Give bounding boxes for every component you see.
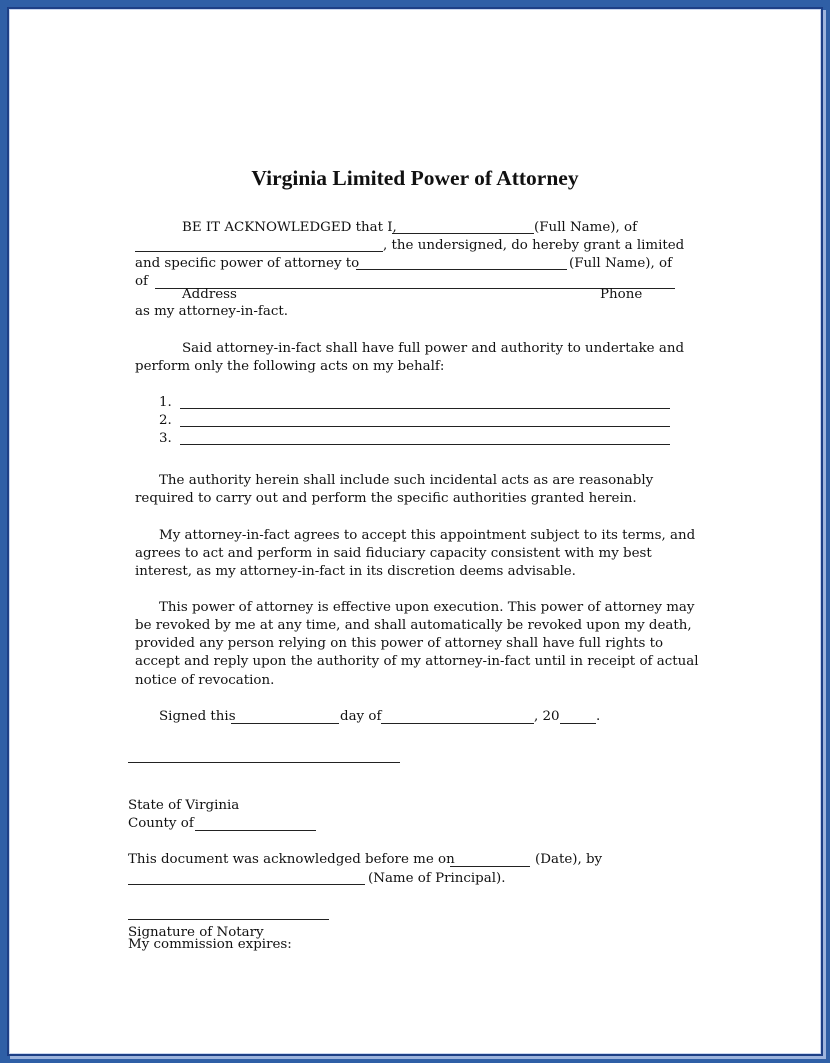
attorney-name-blank[interactable] xyxy=(356,269,567,270)
ack-line3-text: and specific power of attorney to xyxy=(135,256,360,271)
effective-line-3: provided any person relying on this power of attorney shall have full rights to xyxy=(135,636,664,651)
principal-signature-line[interactable] xyxy=(128,762,400,763)
ack-date-label: (Date), by xyxy=(535,852,603,867)
county-label: County of xyxy=(128,816,194,831)
signed-period: . xyxy=(596,709,601,724)
item-number-3: 3. xyxy=(159,431,172,446)
address-blank-1[interactable] xyxy=(135,251,383,252)
item-number-1: 1. xyxy=(159,395,172,410)
signed-day-blank[interactable] xyxy=(231,723,339,724)
address-label: Address xyxy=(182,287,237,302)
agreement-line-3: interest, as my attorney-in-fact in its discretion deems advisable. xyxy=(135,564,576,579)
state-label: State of Virginia xyxy=(128,798,240,813)
signed-month-blank[interactable] xyxy=(381,723,534,724)
notary-signature-label: Signature of Notary xyxy=(128,925,264,940)
signed-this-label: Signed this xyxy=(159,709,236,724)
ack-line2-text: , the undersigned, do hereby grant a limited xyxy=(383,238,685,253)
ack-lead: BE IT ACKNOWLEDGED that I, xyxy=(182,220,397,235)
notary-ack-text: This document was acknowledged before me on xyxy=(128,852,455,867)
effective-line-4: accept and reply upon the authority of my attorney-in-fact until in receipt of actual xyxy=(135,654,699,669)
full-name-label-2: (Full Name), of xyxy=(569,256,673,271)
county-blank[interactable] xyxy=(195,830,316,831)
document-title: Virginia Limited Power of Attorney xyxy=(251,166,579,190)
phone-label: Phone xyxy=(600,287,643,302)
full-name-label-1: (Full Name), of xyxy=(534,220,638,235)
ack-date-blank[interactable] xyxy=(450,866,530,867)
item-number-2: 2. xyxy=(159,413,172,428)
signed-year-blank[interactable] xyxy=(560,723,596,724)
effective-line-5: notice of revocation. xyxy=(135,673,275,688)
effective-line-1: This power of attorney is effective upon execution. This power of attorney may xyxy=(159,600,695,615)
principal-name-label: (Name of Principal). xyxy=(368,871,506,886)
effective-line-2: be revoked by me at any time, and shall automatically be revoked upon my death, xyxy=(135,618,692,633)
notary-signature-line[interactable] xyxy=(128,919,329,920)
full-name-blank-1[interactable] xyxy=(392,233,534,234)
commission-expires-label: My commission expires: xyxy=(128,937,292,952)
act-blank-3[interactable] xyxy=(180,444,670,445)
principal-name-blank[interactable] xyxy=(128,884,365,885)
act-blank-2[interactable] xyxy=(180,426,670,427)
agreement-line-2: agrees to act and perform in said fiduciary capacity consistent with my best xyxy=(135,546,652,561)
powers-line-1: Said attorney-in-fact shall have full power and authority to undertake and xyxy=(182,341,685,356)
attorney-in-fact-line: as my attorney-in-fact. xyxy=(135,304,288,319)
incidental-line-2: required to carry out and perform the specific authorities granted herein. xyxy=(135,491,637,506)
day-of-label: day of xyxy=(340,709,382,724)
agreement-line-1: My attorney-in-fact agrees to accept this appointment subject to its terms, and xyxy=(159,528,696,543)
year-prefix: , 20 xyxy=(534,709,560,724)
incidental-line-1: The authority herein shall include such incidental acts as are reasonably xyxy=(159,473,654,488)
of-label: of xyxy=(135,274,149,289)
powers-line-2: perform only the following acts on my behalf: xyxy=(135,359,445,374)
act-blank-1[interactable] xyxy=(180,408,670,409)
